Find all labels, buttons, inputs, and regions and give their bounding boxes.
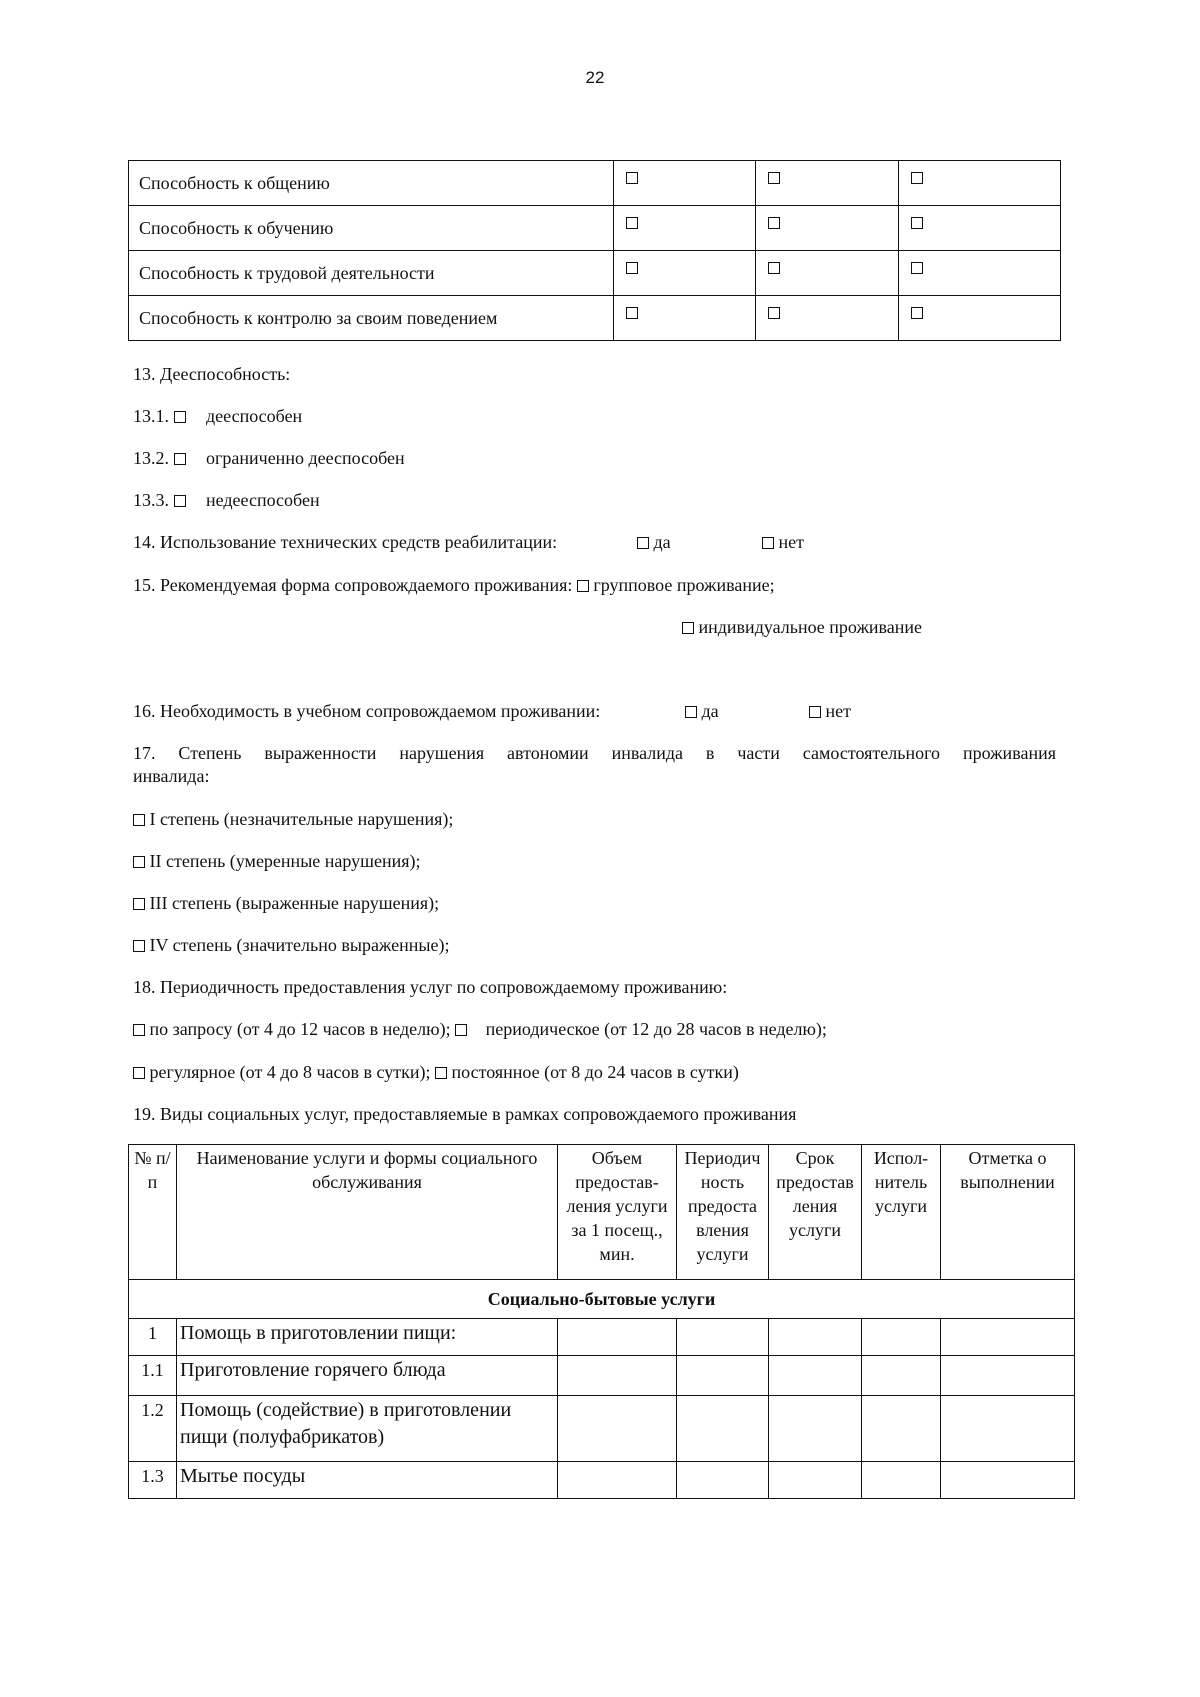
cell[interactable] (769, 1396, 862, 1462)
checkbox[interactable] (768, 217, 780, 229)
checkbox[interactable] (174, 495, 186, 507)
checkbox[interactable] (174, 453, 186, 465)
checkbox[interactable] (455, 1024, 467, 1036)
checkbox[interactable] (911, 172, 923, 184)
s15-title: 15. Рекомендуемая форма сопровождаемого проживания: (133, 575, 573, 595)
cell[interactable] (941, 1356, 1075, 1396)
ability-row (129, 251, 1061, 296)
cell[interactable] (558, 1356, 677, 1396)
section-title: Социально-бытовые услуги (129, 1280, 1075, 1319)
ability-label: Способность к трудовой деятельности (129, 251, 614, 296)
checkbox[interactable] (626, 262, 638, 274)
cell[interactable] (769, 1356, 862, 1396)
cell[interactable] (862, 1396, 941, 1462)
service-name: Помощь (содействие) в приготовлении пищи (полуфабрикатов) (177, 1396, 558, 1462)
checkbox[interactable] (911, 307, 923, 319)
option-label: групповое проживание; (593, 575, 775, 595)
cell[interactable] (941, 1319, 1075, 1356)
service-name: Приготовление горячего блюда (177, 1356, 558, 1396)
item-label: недееспособен (206, 490, 320, 510)
checkbox[interactable] (768, 307, 780, 319)
table-row (129, 1396, 1075, 1462)
service-name: Мытье посуды (177, 1462, 558, 1499)
cell[interactable] (558, 1319, 677, 1356)
cell[interactable] (677, 1396, 769, 1462)
s14-no: нет (762, 532, 804, 553)
column-header: Испол-нитель услуги (862, 1145, 941, 1280)
row-number: 1.1 (129, 1356, 177, 1396)
cell[interactable] (677, 1319, 769, 1356)
table-row (129, 1356, 1075, 1396)
cell[interactable] (769, 1462, 862, 1499)
checkbox[interactable] (435, 1067, 447, 1079)
column-header: № п/п (129, 1145, 177, 1280)
s18-line2: регулярное (от 4 до 8 часов в сутки); постоянное (от 8 до 24 часов в сутки) (133, 1062, 739, 1083)
s19-title: 19. Виды социальных услуг, предоставляемые в рамках сопровождаемого проживания (133, 1104, 797, 1124)
checkbox[interactable] (768, 172, 780, 184)
cell[interactable] (677, 1462, 769, 1499)
checkbox[interactable] (133, 856, 145, 868)
checkbox[interactable] (133, 814, 145, 826)
table-header-row (129, 1145, 1075, 1280)
s18-title: 18. Периодичность предоставления услуг по сопровождаемому проживанию: (133, 977, 728, 997)
ability-row (129, 206, 1061, 251)
row-number: 1.3 (129, 1462, 177, 1499)
s16-yes: да (685, 701, 719, 722)
cell[interactable] (941, 1462, 1075, 1499)
item-number: 13.2. (133, 448, 169, 468)
column-header: Периодич ность предоста вления услуги (677, 1145, 769, 1280)
s14-title: 14. Использование технических средств реабилитации: (133, 532, 558, 552)
checkbox[interactable] (133, 1024, 145, 1036)
s13-item (133, 448, 405, 469)
option-label: индивидуальное проживание (698, 617, 923, 637)
table-row (129, 1462, 1075, 1499)
cell[interactable] (769, 1319, 862, 1356)
cell[interactable] (862, 1462, 941, 1499)
row-number: 1 (129, 1319, 177, 1356)
s18-line1: по запросу (от 4 до 12 часов в неделю); периодическое (от 12 до 28 часов в неделю); (133, 1019, 827, 1040)
checkbox[interactable] (809, 706, 821, 718)
cell[interactable] (862, 1356, 941, 1396)
service-name: Помощь в приготовлении пищи: (177, 1319, 558, 1356)
item-number: 13.1. (133, 406, 169, 426)
column-header: Наименование услуги и формы социального обслуживания (177, 1145, 558, 1280)
checkbox[interactable] (626, 217, 638, 229)
checkbox[interactable] (577, 580, 589, 592)
s14-yes: да (637, 532, 671, 553)
checkbox[interactable] (911, 217, 923, 229)
s13-item (133, 490, 320, 511)
checkbox[interactable] (762, 537, 774, 549)
section-row (129, 1280, 1075, 1319)
ability-row (129, 296, 1061, 341)
abilities-table (128, 160, 1061, 341)
column-header: Срок предостав ления услуги (769, 1145, 862, 1280)
checkbox[interactable] (174, 411, 186, 423)
checkbox[interactable] (133, 898, 145, 910)
item-label: дееспособен (206, 406, 303, 426)
checkbox[interactable] (685, 706, 697, 718)
cell[interactable] (677, 1356, 769, 1396)
checkbox[interactable] (682, 622, 694, 634)
checkbox[interactable] (626, 307, 638, 319)
s15-line (133, 575, 775, 596)
s13-item (133, 406, 302, 427)
s15-opt2 (682, 617, 922, 638)
ability-row (129, 161, 1061, 206)
s16-title: 16. Необходимость в учебном сопровождаемом проживании: (133, 701, 601, 721)
s16-no: нет (809, 701, 851, 722)
checkbox[interactable] (768, 262, 780, 274)
checkbox[interactable] (637, 537, 649, 549)
s17-option: I степень (незначительные нарушения); (133, 809, 453, 830)
ability-label: Способность к обучению (129, 206, 614, 251)
checkbox[interactable] (911, 262, 923, 274)
cell[interactable] (558, 1462, 677, 1499)
ability-label: Способность к контролю за своим поведением (129, 296, 614, 341)
s17-option: III степень (выраженные нарушения); (133, 893, 439, 914)
cell[interactable] (941, 1396, 1075, 1462)
s17-line2: инвалида: (133, 766, 210, 786)
s17-line1: 17. Степень выраженности нарушения автономии инвалида в части самостоятельного проживания (133, 743, 1056, 763)
s17-option: II степень (умеренные нарушения); (133, 851, 421, 872)
row-number: 1.2 (129, 1396, 177, 1462)
s13-title: 13. Дееспособность: (133, 364, 291, 384)
checkbox[interactable] (626, 172, 638, 184)
checkbox[interactable] (133, 1067, 145, 1079)
item-number: 13.3. (133, 490, 169, 510)
table-row (129, 1319, 1075, 1356)
cell[interactable] (862, 1319, 941, 1356)
item-label: ограниченно дееспособен (206, 448, 405, 468)
column-header: Отметка о выполнении (941, 1145, 1075, 1280)
cell[interactable] (558, 1396, 677, 1462)
page-number: 22 (585, 68, 605, 87)
s17-option: IV степень (значительно выраженные); (133, 935, 449, 956)
column-header: Объем предостав-ления услуги за 1 посещ., мин. (558, 1145, 677, 1280)
checkbox[interactable] (133, 940, 145, 952)
services-table (128, 1144, 1075, 1499)
ability-label: Способность к общению (129, 161, 614, 206)
